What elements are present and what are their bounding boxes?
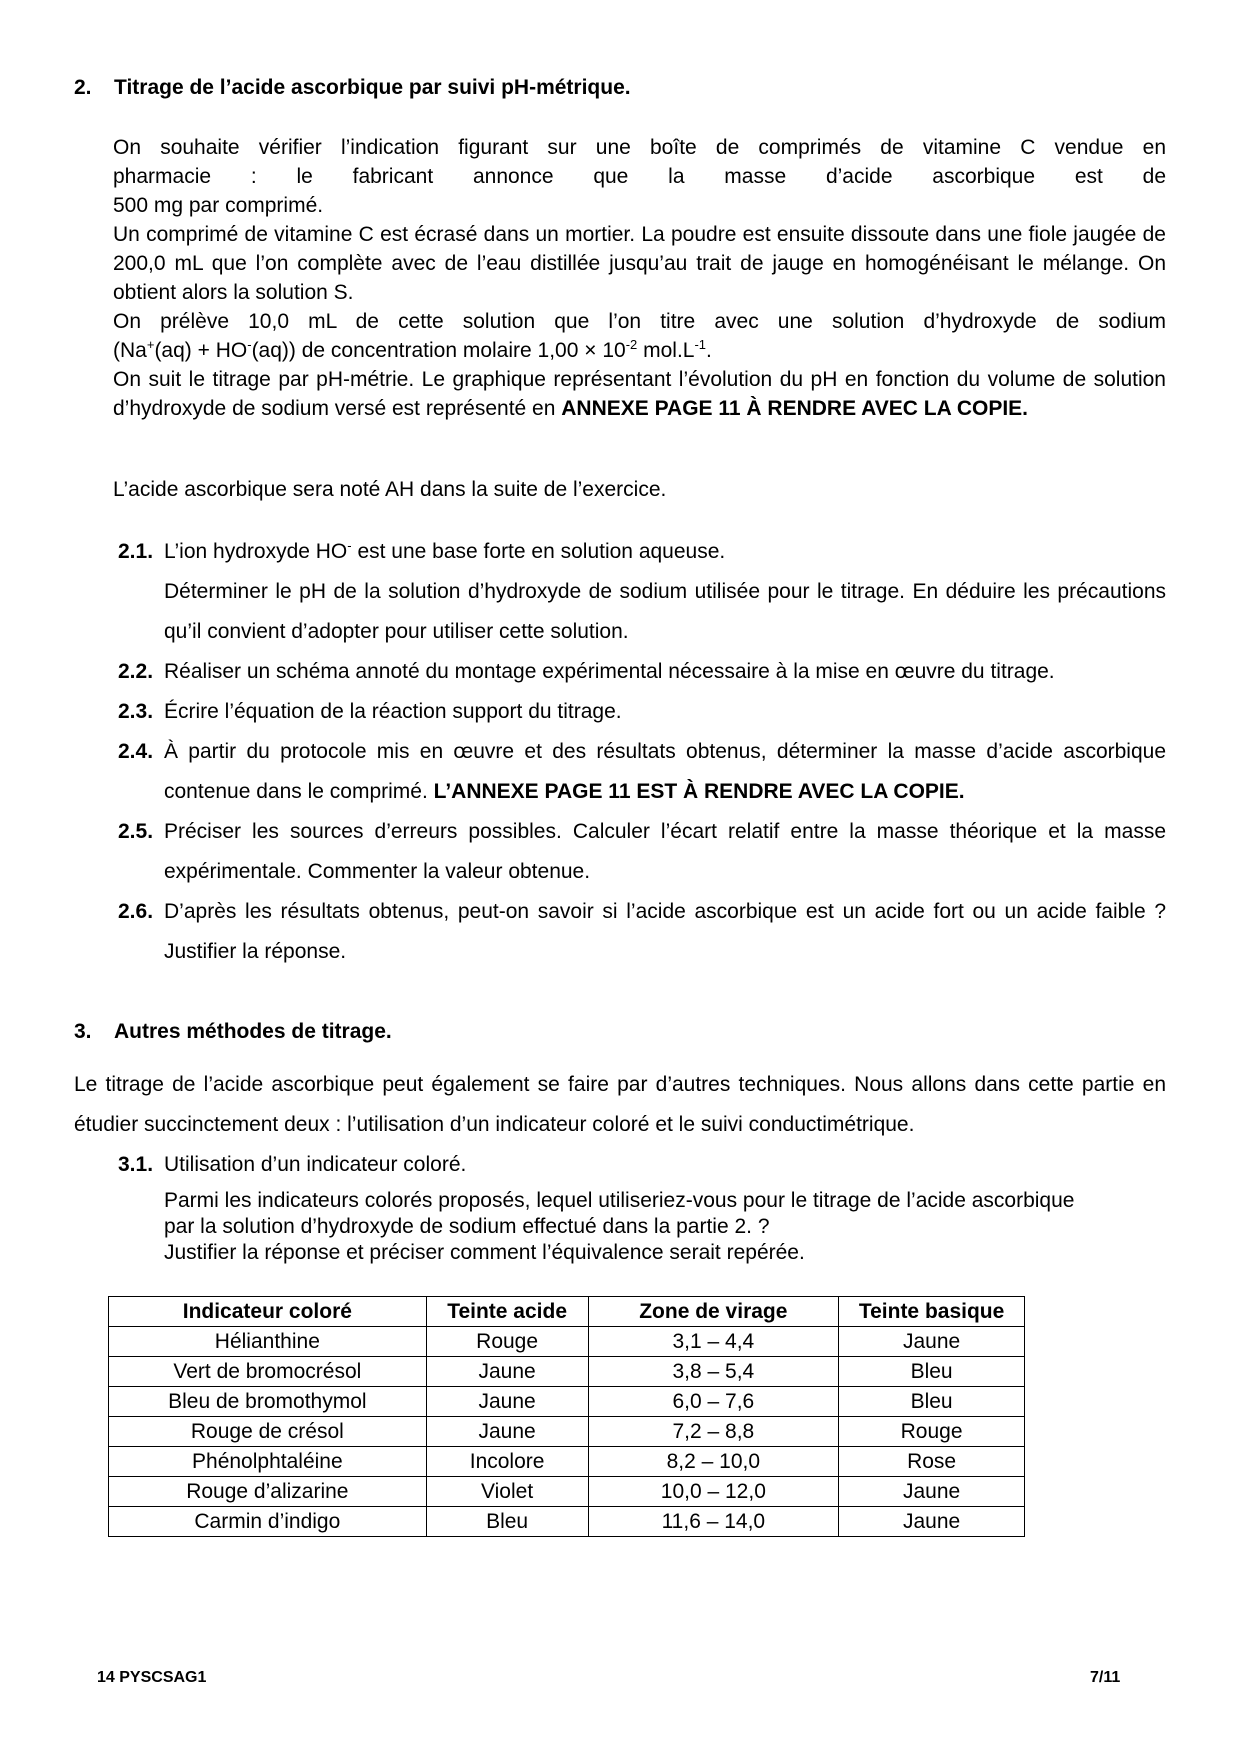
sup-plus: + [146,337,155,352]
q31-line-1: Parmi les indicateurs colorés proposés, lequel utiliseriez-vous pour le titrage de l’acide ascorbique [164,1189,1075,1212]
question-2-4-text [164,732,1166,812]
intro-line-1: On souhaite vérifier l’indication figurant sur une boîte de comprimés de vitamine C vendue en [113,136,1166,159]
question-2-3-text: Écrire l’équation de la réaction support du titrage. [164,700,622,723]
question-3-1 [118,1145,1166,1185]
intro-line-2: pharmacie : le fabricant annonce que la masse d’acide ascorbique est de [113,165,1166,188]
table-cell: 11,6 – 14,0 [588,1507,839,1537]
para-4-text: On suit le titrage par pH-métrie. Le graphique représentant l’évolution du pH en fonction du volume de solution d’hydroxyde de sodium versé est représenté en [113,368,1166,420]
question-2-1-number: 2.1. [118,540,154,563]
question-2-6-text: D’après les résultats obtenus, peut-on savoir si l’acide ascorbique est un acide fort ou un acide faible ? Justifier la réponse. [164,900,1166,963]
table-cell: Jaune [839,1327,1025,1357]
question-3-1-text [164,1188,1166,1266]
table-cell: Vert de bromocrésol [109,1357,427,1387]
section-3-title: Autres méthodes de titrage. [114,1020,392,1043]
table-cell: Jaune [839,1507,1025,1537]
table-cell: Bleu [426,1507,588,1537]
section-2-heading [74,76,631,100]
header-acid-color: Teinte acide [426,1297,588,1327]
section-2-note: L’acide ascorbique sera noté AH dans la suite de l’exercice. [113,478,667,501]
question-2-3 [118,692,1166,732]
table-cell: Jaune [426,1387,588,1417]
table-row [109,1387,1025,1417]
table-cell: Bleu [839,1387,1025,1417]
q1-sup-minus: - [347,538,352,553]
table-cell: 10,0 – 12,0 [588,1477,839,1507]
section-2-para-2: Un comprimé de vitamine C est écrasé dans un mortier. La poudre est ensuite dissoute dans une fiole jaugée de 200,0 mL que l’on complète avec de l’eau distillée jusqu’au trait de jauge en homogénéisant le mélange. On obtient alors la solution S. [113,223,1166,304]
table-row [109,1417,1025,1447]
table-row [109,1327,1025,1357]
table-cell: Rose [839,1447,1025,1477]
table-row [109,1477,1025,1507]
header-transition-range: Zone de virage [588,1297,839,1327]
question-3-1-title: Utilisation d’un indicateur coloré. [164,1153,467,1176]
para-3-text-e: . [706,339,712,362]
table-cell: 6,0 – 7,6 [588,1387,839,1417]
question-2-5-number: 2.5. [118,820,154,843]
indicator-table [108,1296,1025,1537]
header-base-color: Teinte basique [839,1297,1025,1327]
table-cell: 3,8 – 5,4 [588,1357,839,1387]
table-cell: Hélianthine [109,1327,427,1357]
sup-exponent: -2 [625,337,638,352]
para-3-line-1: On prélève 10,0 mL de cette solution que l’on titre avec une solution d’hydroxyde de sodium [113,310,1166,333]
q1-text-a: L’ion hydroxyde HO [164,540,348,563]
para-3-text-d: mol.L [637,339,695,362]
table-cell: Bleu [839,1357,1025,1387]
q1-text-b: est une base forte en solution aqueuse. [351,540,726,563]
sup-minus: - [247,337,252,352]
section-2-title: Titrage de l’acide ascorbique par suivi pH-métrique. [114,76,631,99]
footer-page-number: 7/11 [1090,1669,1121,1686]
question-2-5-text: Préciser les sources d’erreurs possibles. Calculer l’écart relatif entre la masse théorique et la masse expérimentale. Commenter la valeur obtenue. [164,820,1166,883]
table-cell: Jaune [426,1417,588,1447]
question-2-6 [118,892,1166,972]
table-cell: 8,2 – 10,0 [588,1447,839,1477]
para-3-text-b: (aq) + HO [154,339,248,362]
para-3-text-a: (Na [113,339,147,362]
annexe-notice: ANNEXE PAGE 11 À RENDRE AVEC LA COPIE. [561,397,1029,420]
para-3-line-2 [113,336,1166,365]
table-cell: Phénolphtaléine [109,1447,427,1477]
question-2-3-number: 2.3. [118,700,154,723]
q31-line-2: par la solution d’hydroxyde de sodium effectué dans la partie 2. ? [164,1215,770,1238]
section-2-para-3 [113,307,1166,365]
question-2-5 [118,812,1166,892]
question-2-2-text: Réaliser un schéma annoté du montage expérimental nécessaire à la mise en œuvre du titrage. [164,660,1055,683]
table-row [109,1507,1025,1537]
intro-line-3: 500 mg par comprimé. [113,194,324,217]
para-3-text-c: (aq)) de concentration molaire 1,00 × 10 [251,339,626,362]
table-cell: Incolore [426,1447,588,1477]
q4-text: À partir du protocole mis en œuvre et des résultats obtenus, déterminer la masse d’acide ascorbique contenue dans le comprimé. [164,740,1166,803]
table-cell: Carmin d’indigo [109,1507,427,1537]
question-2-2-number: 2.2. [118,660,154,683]
table-cell: Rouge [426,1327,588,1357]
table-cell: 7,2 – 8,8 [588,1417,839,1447]
table-row [109,1357,1025,1387]
section-3-heading [74,1020,392,1044]
question-2-6-number: 2.6. [118,900,154,923]
table-cell: Rouge [839,1417,1025,1447]
header-indicator: Indicateur coloré [109,1297,427,1327]
footer-exam-code: 14 PYSCSAG1 [97,1669,207,1686]
q1-text-c: Déterminer le pH de la solution d’hydroxyde de sodium utilisée pour le titrage. En déduire les précautions qu’il convient d’adopter pour utiliser cette solution. [164,580,1166,643]
question-2-4 [118,732,1166,812]
section-3-number: 3. [74,1020,92,1043]
q31-line-3: Justifier la réponse et préciser comment l’équivalence serait repérée. [164,1241,805,1264]
question-2-1 [118,532,1166,652]
table-row [109,1447,1025,1477]
table-cell: Jaune [839,1477,1025,1507]
table-cell: Rouge d’alizarine [109,1477,427,1507]
question-2-4-number: 2.4. [118,740,154,763]
table-cell: 3,1 – 4,4 [588,1327,839,1357]
table-cell: Violet [426,1477,588,1507]
section-2-number: 2. [74,76,92,99]
section-2-para-4 [113,365,1166,423]
q4-annexe-notice: L’ANNEXE PAGE 11 EST À RENDRE AVEC LA COPIE. [433,780,965,803]
question-2-1-text [164,532,1166,652]
table-cell: Rouge de crésol [109,1417,427,1447]
table-cell: Bleu de bromothymol [109,1387,427,1417]
table-header-row [109,1297,1025,1327]
question-2-2 [118,652,1166,692]
question-3-1-number: 3.1. [118,1153,154,1176]
section-3-intro: Le titrage de l’acide ascorbique peut également se faire par d’autres techniques. Nous allons dans cette partie en étudier succinctement deux : l’utilisation d’un indicateur coloré et le suivi conductimétrique. [74,1073,1166,1136]
section-2-intro [113,133,1166,220]
sup-unit-exponent: -1 [694,337,707,352]
table-cell: Jaune [426,1357,588,1387]
